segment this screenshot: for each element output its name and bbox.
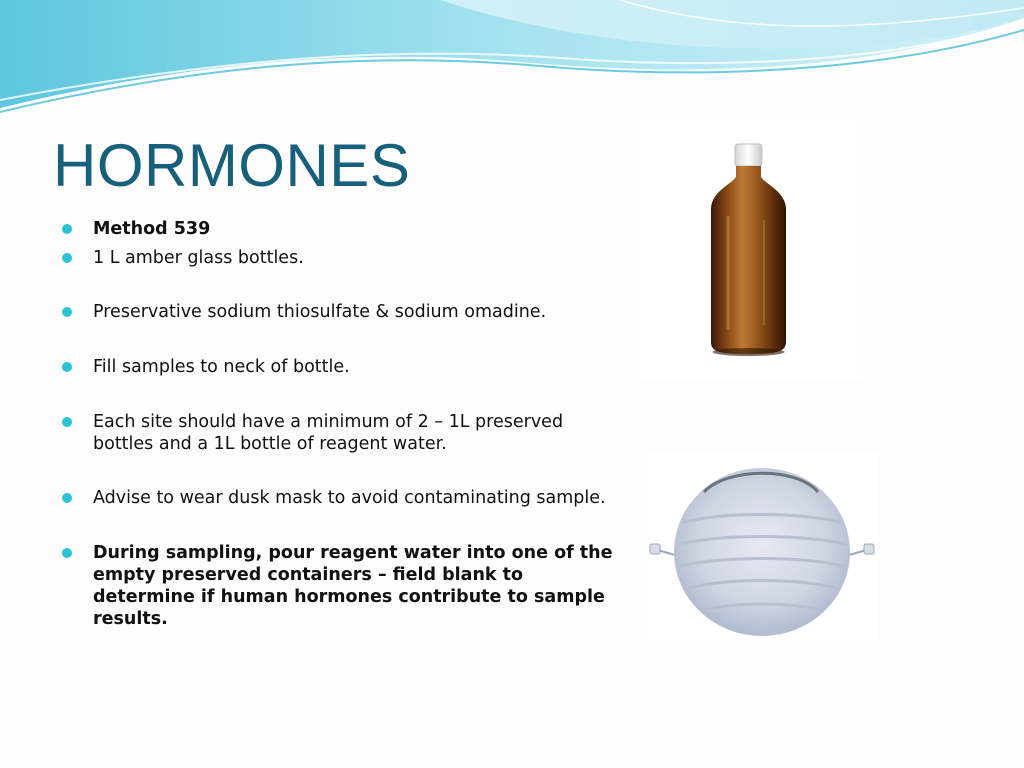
bullet-text: Each site should have a minimum of 2 – 1L preserved bottles and a 1L bottle of reagent water.	[93, 412, 564, 454]
bullet-item	[62, 411, 622, 455]
slide-title: HORMONES	[53, 132, 411, 199]
dust-mask-icon	[646, 452, 878, 640]
bullet-dot-icon	[62, 548, 72, 558]
bullet-dot-icon	[62, 493, 72, 503]
bullet-text: Fill samples to neck of bottle.	[93, 357, 350, 377]
header-wave-decoration	[0, 0, 1024, 130]
bullet-item	[62, 356, 622, 378]
bullet-item	[62, 542, 622, 630]
dust-mask-image	[646, 452, 878, 640]
bullet-item	[62, 247, 622, 269]
bullet-dot-icon	[62, 307, 72, 317]
bullet-item	[62, 301, 622, 323]
bullet-text: 1 L amber glass bottles.	[93, 248, 304, 268]
bullet-text: During sampling, pour reagent water into one of the empty preserved containers – field blank to determine if human hormones contribute to sample results.	[93, 543, 613, 629]
bullet-dot-icon	[62, 224, 72, 234]
amber-bottle-icon	[640, 120, 863, 378]
bullet-list	[62, 218, 622, 630]
bullet-dot-icon	[62, 253, 72, 263]
bullet-dot-icon	[62, 417, 72, 427]
bullet-text: Advise to wear dusk mask to avoid contaminating sample.	[93, 488, 606, 508]
bullet-dot-icon	[62, 362, 72, 372]
bullet-text: Method 539	[93, 219, 211, 239]
bullet-text: Preservative sodium thiosulfate & sodium omadine.	[93, 302, 547, 322]
bullet-item	[62, 487, 622, 509]
bullet-item	[62, 218, 622, 240]
amber-bottle-image	[640, 120, 863, 378]
